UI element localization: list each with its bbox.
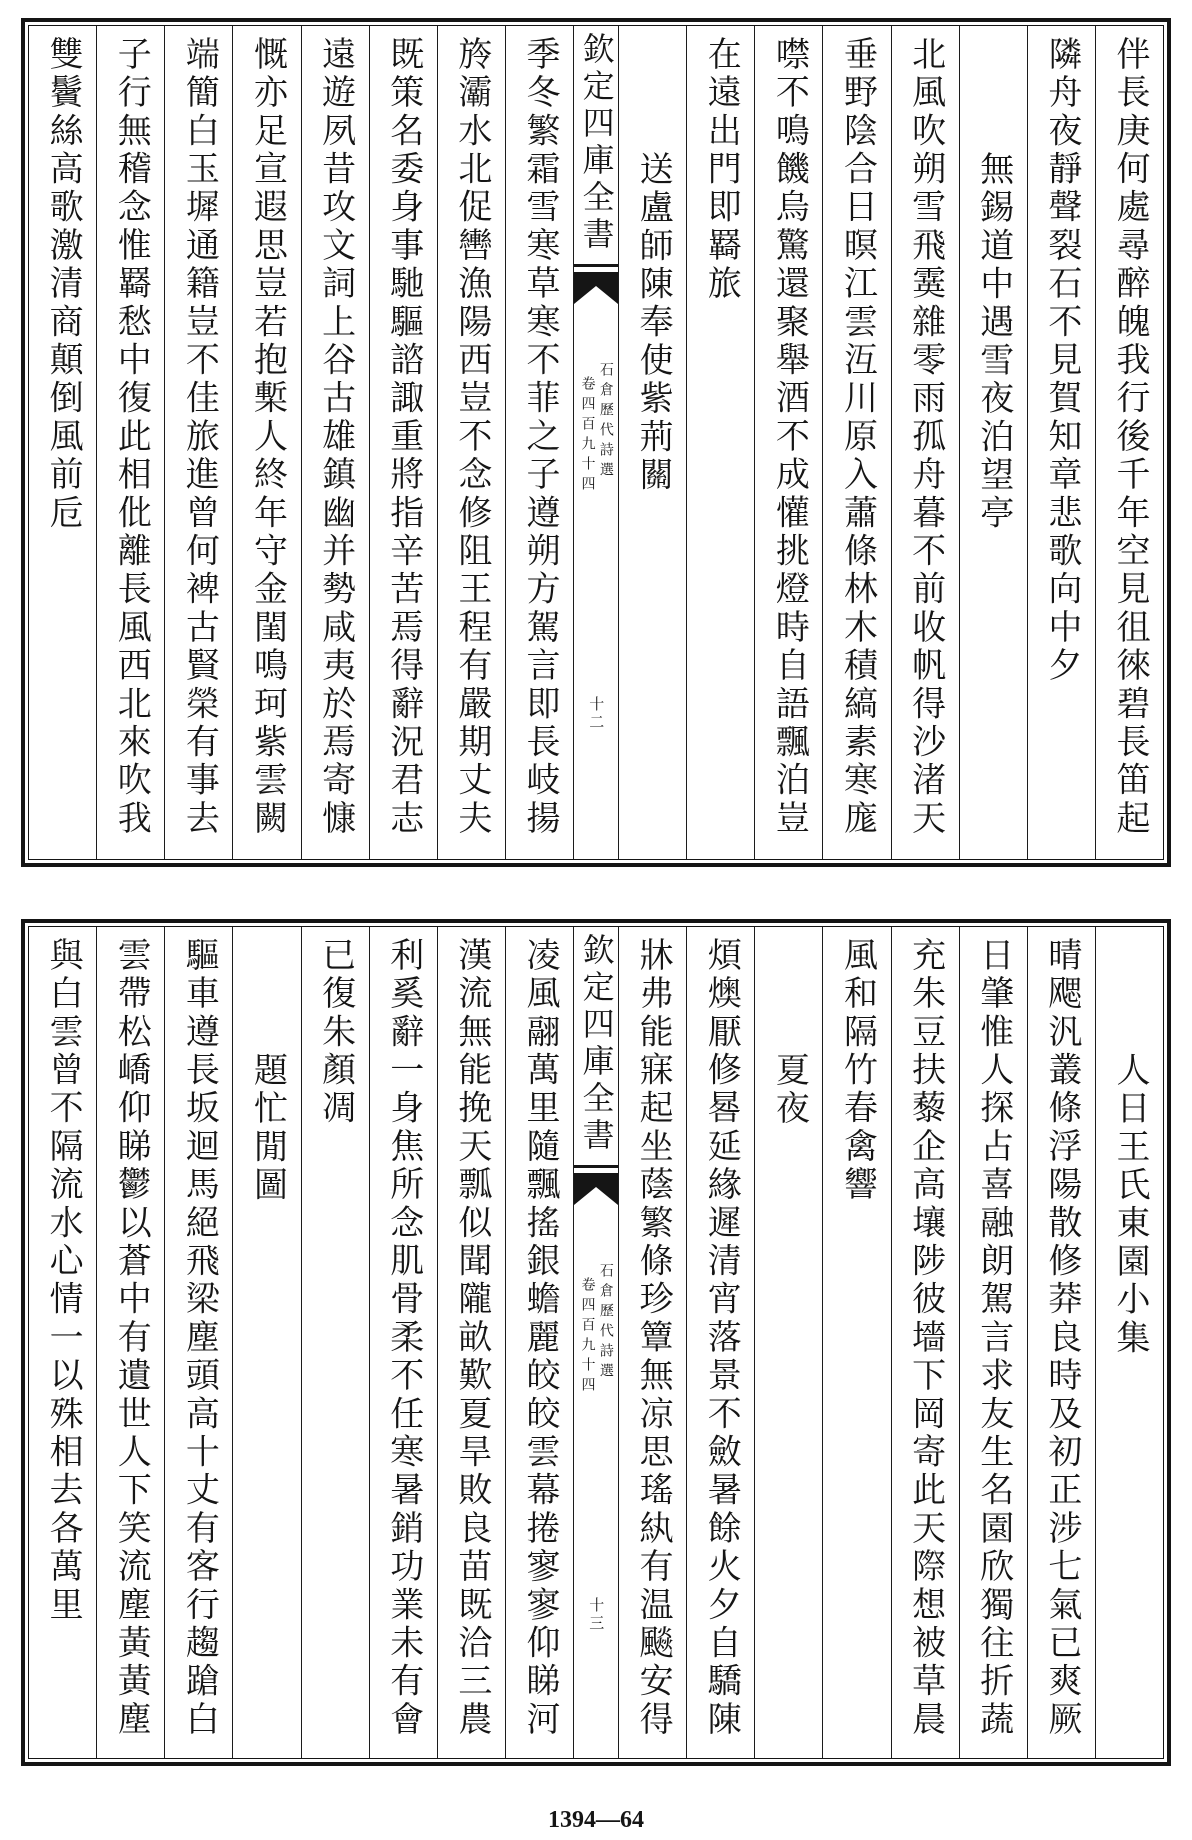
- text-column: [164, 927, 232, 1758]
- spine-book-title: 石倉歷代詩選: [597, 1263, 614, 1383]
- poem-line: 利奚辭一身焦所念肌骨柔不任寒暑銷功業未有會: [383, 937, 424, 1740]
- poem-line: 驅車遵長坂迴馬絕飛梁塵頭高十丈有客行趨蹌白: [179, 937, 220, 1740]
- title-column: [232, 927, 300, 1758]
- text-column: [29, 26, 96, 859]
- poem-line: 日肇惟人探占喜融朗駕言求友生名園欣獨往折蔬: [973, 937, 1014, 1740]
- spine-collection-title: 欽定四庫全書: [577, 32, 616, 254]
- poem-line: 遠遊夙昔攻文詞上谷古雄鎮幽并勢咸夷於焉寄慷: [315, 36, 356, 839]
- text-column: [301, 927, 369, 1758]
- text-column: [1095, 26, 1163, 859]
- poem-line: 雙鬢絲高歌激清商顛倒風前卮: [43, 36, 84, 533]
- fishtail-mark: [574, 1165, 618, 1209]
- poem-title: 送盧師陳奉使紫荊關: [633, 151, 674, 495]
- spine-leaf-number: 十三: [587, 1597, 606, 1633]
- poem-line: 與白雲曾不隔流水心情一以殊相去各萬里: [43, 937, 84, 1625]
- book-sheet-top: [21, 18, 1171, 867]
- poem-line: 風和隔竹春禽響: [837, 937, 878, 1205]
- title-column: [1095, 927, 1163, 1758]
- text-column: [686, 927, 754, 1758]
- text-column: [369, 927, 437, 1758]
- poem-line: 充朱豆扶藜企高壤陟彼墻下岡寄此天際想被草晨: [905, 937, 946, 1740]
- poem-line: 子行無稽念惟羇愁中復此相仳離長風西北來吹我: [111, 36, 152, 839]
- title-column: [618, 26, 686, 859]
- poem-line: 季冬繁霜雪寒草寒不菲之子遵朔方駕言即長岐揚: [519, 36, 560, 839]
- poem-title: 夏夜: [769, 1052, 810, 1129]
- book-sheet-bottom: [21, 919, 1171, 1766]
- poem-title: 題忙閒圖: [247, 1052, 288, 1205]
- poem-line: 旍灞水北促轡漁陽西豈不念修阻王程有嚴期丈夫: [451, 36, 492, 839]
- poem-line: 既策名委身事馳驅諮諏重將指辛苦焉得辭況君志: [383, 36, 424, 839]
- text-column: [437, 26, 505, 859]
- text-column: [369, 26, 437, 859]
- spine-juan: 卷四百九十四: [579, 1277, 596, 1397]
- poem-line: 端簡白玉墀通籍豈不佳旅進曾何裨古賢榮有事去: [179, 36, 220, 839]
- text-column: [301, 26, 369, 859]
- poem-line: 雲帶松嶠仰睇鬱以蒼中有遺世人下笑流塵黃黃塵: [111, 937, 152, 1740]
- poem-line: 漢流無能挽天瓢似聞隴畝歎夏旱敗良苗既洽三農: [451, 937, 492, 1740]
- poem-line: 在遠出門即羇旅: [701, 36, 742, 304]
- text-column: [754, 26, 822, 859]
- text-column: [1027, 26, 1095, 859]
- fishtail-mark: [574, 264, 618, 308]
- spine-leaf-number: 十二: [587, 696, 606, 732]
- text-column: [891, 26, 959, 859]
- poem-line: 晴飔汎叢條浮陽散修莽良時及初正涉七氣已爽厥: [1041, 937, 1082, 1740]
- poem-title: 無錫道中遇雪夜泊望亭: [973, 151, 1014, 533]
- poem-line: 伴長庚何處尋醉魄我行後千年空見徂徠碧長笛起: [1109, 36, 1150, 839]
- spine: [573, 26, 618, 859]
- text-column: [505, 927, 573, 1758]
- title-column: [754, 927, 822, 1758]
- text-column: [232, 26, 300, 859]
- poem-line: 噤不鳴饑烏驚還聚舉酒不成懽挑燈時自語飄泊豈: [769, 36, 810, 839]
- sheet-frame: [28, 25, 1164, 860]
- spine-juan: 卷四百九十四: [579, 376, 596, 496]
- poem-line: 慨亦足宣遐思豈若抱槧人終年守金閨鳴珂紫雲闕: [247, 36, 288, 839]
- text-column: [959, 927, 1027, 1758]
- text-column: [1027, 927, 1095, 1758]
- poem-line: 垂野陰合日暝江雲沍川原入蕭條林木積縞素寒庬: [837, 36, 878, 839]
- poem-line: 凌風翮萬里隨飄搖銀蟾麗皎皎雲幕捲寥寥仰睇河: [519, 937, 560, 1740]
- poem-line: 已復朱顏凋: [315, 937, 356, 1128]
- sheet-frame: [28, 926, 1164, 1759]
- poem-line: 牀弗能寐起坐蔭繁條珍簟無凉思瑤紈有温飈安得: [633, 937, 674, 1740]
- text-column: [686, 26, 754, 859]
- text-column: [96, 927, 164, 1758]
- text-column: [822, 927, 890, 1758]
- poem-line: 隣舟夜靜聲裂石不見賀知章悲歌向中夕: [1041, 36, 1082, 686]
- footer-page-code: 1394—64: [548, 1807, 644, 1833]
- poem-line: 煩燠厭修晷延緣遲清宵落景不斂暑餘火夕自驕陳: [701, 937, 742, 1740]
- title-column: [959, 26, 1027, 859]
- text-column: [618, 927, 686, 1758]
- text-column: [437, 927, 505, 1758]
- text-column: [505, 26, 573, 859]
- text-column: [891, 927, 959, 1758]
- spine-collection-title: 欽定四庫全書: [577, 933, 616, 1155]
- text-column: [822, 26, 890, 859]
- poem-line: 北風吹朔雪飛霙雜零雨孤舟暮不前收帆得沙渚天: [905, 36, 946, 839]
- spine-book-title: 石倉歷代詩選: [597, 362, 614, 482]
- text-column: [164, 26, 232, 859]
- text-column: [96, 26, 164, 859]
- poem-title: 人日王氏東園小集: [1109, 1052, 1150, 1358]
- text-column: [29, 927, 96, 1758]
- spine: [573, 927, 618, 1758]
